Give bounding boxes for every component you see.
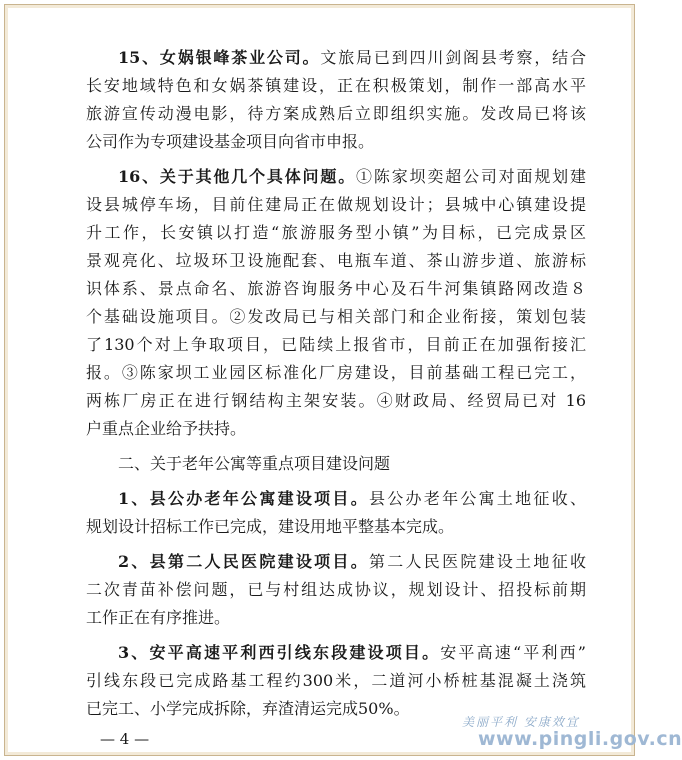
paragraph-line: 了130个对上争取项目，已陆续上报省市，目前正在加强衔接汇	[86, 335, 586, 354]
paragraph-1	[86, 485, 586, 541]
paragraph-line: 二次青苗补偿问题，已与村组达成协议，规划设计、招投标前期	[86, 580, 586, 599]
page-number: — 4 —	[100, 730, 150, 748]
watermark-slogan: 美丽平利 安康效宜	[462, 715, 580, 729]
paragraph-line: 升工作，长安镇以打造“旅游服务型小镇”为目标，已完成景区	[86, 223, 586, 242]
paragraph-heading: 1、县公办老年公寓建设项目。	[118, 489, 369, 508]
paragraph-heading: 16、关于其他几个具体问题。	[118, 167, 357, 186]
paragraph-text: 第二人民医院建设土地征收	[368, 552, 586, 571]
paragraph-heading: 3、安平高速平利西引线东段建设项目。	[118, 643, 441, 662]
paragraph-line: 公司作为专项建设基金项目向省市申报。	[86, 132, 375, 151]
paragraph-line: 户重点企业给予扶持。	[86, 419, 247, 438]
paragraph-text: ①陈家坝奕超公司对面规划建	[356, 167, 586, 186]
document-body	[86, 44, 586, 723]
paragraph-line: 报。③陈家坝工业园区标准化厂房建设，目前基础工程已完工，	[86, 363, 586, 382]
paragraph-line: 两栋厂房正在进行钢结构主架安装。④财政局、经贸局已对 16	[86, 391, 586, 410]
paragraph-16	[86, 163, 586, 443]
paragraph-line: 识体系、景点命名、旅游咨询服务中心及石牛河集镇路网改造８	[86, 279, 586, 298]
watermark-url: www.pingli.gov.cn	[478, 728, 682, 750]
paragraph-15	[86, 44, 586, 156]
paragraph-text: 县公办老年公寓土地征收、	[368, 489, 586, 508]
paragraph-text: 安平高速“平利西”	[440, 643, 586, 662]
paragraph-3	[86, 639, 586, 723]
paragraph-heading: 2、县第二人民医院建设项目。	[118, 552, 369, 571]
paragraph-heading: 15、女娲银峰茶业公司。	[118, 48, 321, 67]
paragraph-line: 工作正在有序推进。	[86, 608, 231, 627]
paragraph-text: 文旅局已到四川剑阁县考察，结合	[320, 48, 586, 67]
paragraph-2	[86, 548, 586, 632]
paragraph-line: 引线东段已完成路基工程约300米，二道河小桥桩基混凝土浇筑	[86, 671, 586, 690]
paragraph-line: 长安地域特色和女娲茶镇建设，正在积极策划，制作一部高水平	[86, 76, 586, 95]
section-heading: 二、关于老年公寓等重点项目建设问题	[118, 454, 391, 473]
paragraph-line: 规划设计招标工作已完成，建设用地平整基本完成。	[86, 517, 455, 536]
paragraph-line: 已完工、小学完成拆除，弃渣清运完成50%。	[86, 699, 410, 718]
paragraph-line: 旅游宣传动漫电影，待方案成熟后立即组织实施。发改局已将该	[86, 104, 586, 123]
paragraph-line: 景观亮化、垃圾环卫设施配套、电瓶车道、茶山游步道、旅游标	[86, 251, 586, 270]
paragraph-line: 设县城停车场，目前住建局正在做规划设计；县城中心镇建设提	[86, 195, 586, 214]
paragraph-line: 个基础设施项目。②发改局已与相关部门和企业衔接，策划包装	[86, 307, 586, 326]
